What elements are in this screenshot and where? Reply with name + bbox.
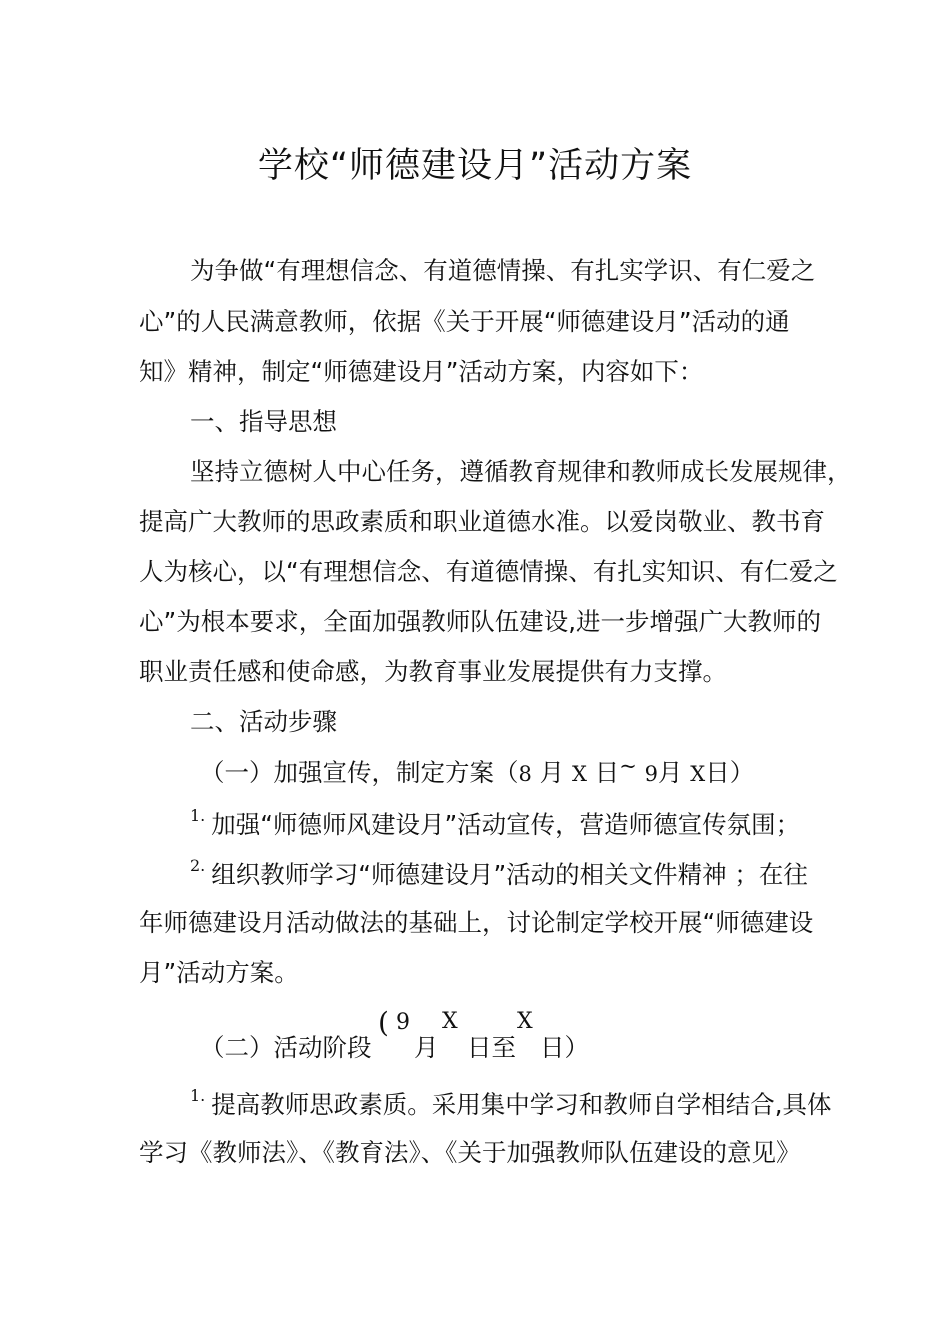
intro-line-1: 为争做“有理想信念、有道德情操、有扎实学识、有仁爱之 <box>190 256 816 285</box>
step-1-heading: （一）加强宣传，制定方案（8 月 X 日~ 9月 X日） <box>200 754 755 787</box>
intro-line-3: 知》精神，制定“师德建设月”活动方案，内容如下： <box>139 357 704 386</box>
section-1-line-2: 提高广大教师的思政素质和职业道德水准。以爱岗敬业、教书育 <box>139 507 825 536</box>
step-2-month-number: 9 <box>396 1010 410 1035</box>
section-1-line-4: 心”为根本要求，全面加强教师队伍建设,进一步增强广大教师的 <box>139 607 821 636</box>
item-number: 1. <box>190 1086 206 1105</box>
step-2-x-1: X <box>442 1009 458 1034</box>
intro-line-2: 心”的人民满意教师，依据《关于开展“师德建设月”活动的通 <box>139 307 790 336</box>
step-2-month: 月 <box>414 1033 439 1062</box>
item-number: 2. <box>190 856 206 875</box>
step-1-item-2-cont-2: 月”活动方案。 <box>139 958 299 987</box>
section-2-heading: 二、活动步骤 <box>190 707 337 736</box>
step-2-x-2: X <box>517 1009 533 1034</box>
step-1-item-2-cont-1: 年师德建设月活动做法的基础上，讨论制定学校开展“师德建设 <box>139 908 814 937</box>
item-number: 1. <box>190 806 206 825</box>
step-2-heading: （二）活动阶段 <box>200 1033 372 1062</box>
section-1-heading: 一、指导思想 <box>190 407 337 436</box>
step-2-day-to: 日至 <box>467 1033 516 1062</box>
step-1-item-2: $^{2.}$ 组织教师学习“师德建设月”活动的相关文件精神 ；在往 <box>190 856 808 889</box>
step-1-item-1: $^{1.}$ 加强“师德师风建设月”活动宣传，营造师德宣传氛围； <box>190 806 801 839</box>
section-1-line-3: 人为核心，以“有理想信念、有道德情操、有扎实知识、有仁爱之 <box>139 557 838 586</box>
step-2-day-end: 日） <box>540 1033 589 1062</box>
step-2-item-1: $^{1.}$ 提高教师思政素质。采用集中学习和教师自学相结合,具体 <box>190 1086 832 1119</box>
document-title: 学校“师德建设月”活动方案 <box>257 146 693 186</box>
step-2-item-1-cont: 学习《教师法》、《教育法》、《关于加强教师队伍建设的意见》 <box>139 1138 801 1167</box>
section-1-line-1: 坚持立德树人中心任务，遵循教育规律和教师成长发展规律， <box>190 457 852 486</box>
step-2-paren-open: ( <box>378 1006 389 1039</box>
section-1-line-5: 职业责任感和使命感，为教育事业发展提供有力支撑。 <box>139 657 727 686</box>
